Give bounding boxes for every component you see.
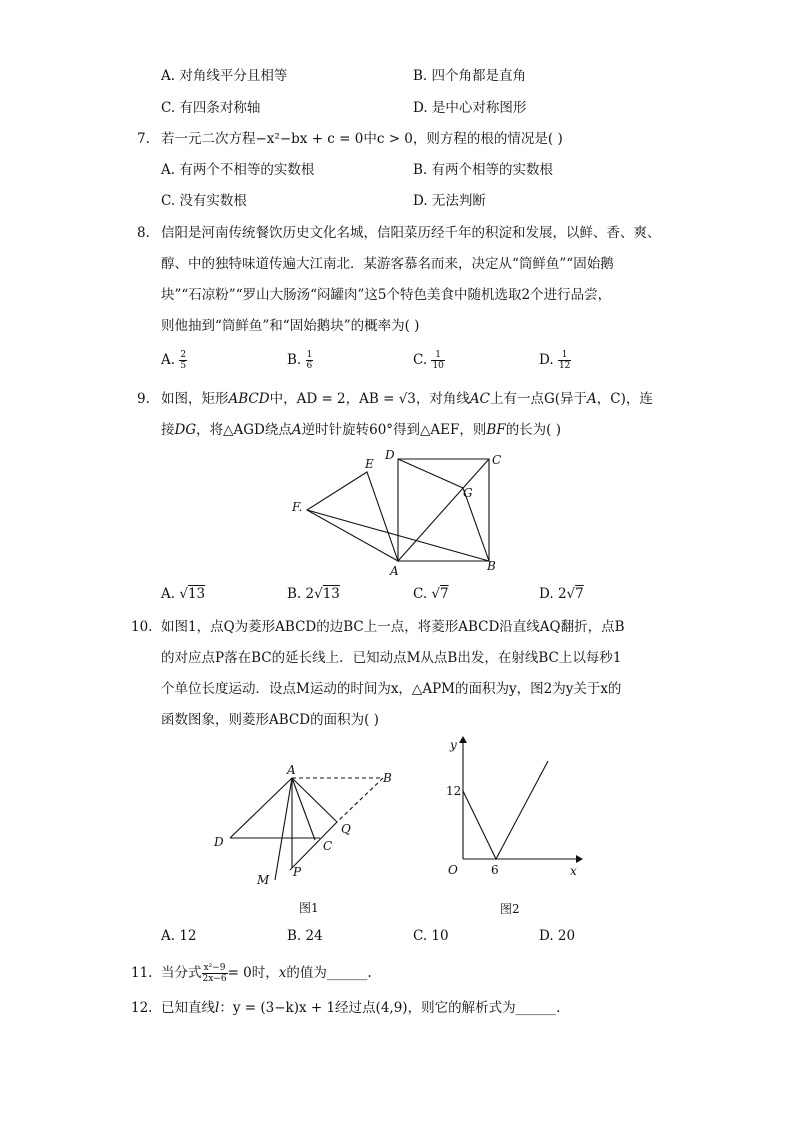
q10-option-b: B. 24 xyxy=(287,928,323,944)
q9-label-c: C xyxy=(492,453,502,467)
q10-fig1-label-p: P xyxy=(293,865,302,879)
q10-fig1-label-c: C xyxy=(323,839,333,853)
q9-label-e: E xyxy=(365,457,374,471)
q6-option-a: A. 对角线平分且相等 xyxy=(161,68,288,84)
q9-option-b: B. 2√13 xyxy=(287,586,340,602)
q9-option-d: D. 2√7 xyxy=(539,586,584,602)
q10-side-aq xyxy=(292,778,337,822)
q10-dashed-bq xyxy=(337,778,383,822)
q9-label-f: F. xyxy=(292,500,303,514)
q9-stem-line-1: 如图，矩形ABCD中，AD = 2，AB = √3，对角线AC上有一点G(异于A，C)，连 xyxy=(161,391,653,407)
q8-number: 8. xyxy=(137,225,150,241)
q6-option-b: B. 四个角都是直角 xyxy=(413,68,527,84)
q8-option-b: B. $\frac{1}{6}$ xyxy=(287,350,313,371)
q10-stem-line-4: 函数图象，则菱形ABCD的面积为( ) xyxy=(161,712,379,728)
q9-option-c: C. √7 xyxy=(413,586,449,602)
q10-fig2-label-o: O xyxy=(448,863,458,877)
q7-option-c: C. 没有实数根 xyxy=(161,193,247,209)
q9-number: 9. xyxy=(137,391,150,407)
q8-option-d: D. $\frac{1}{12}$ xyxy=(539,350,571,371)
q7-stem: 若一元二次方程−x²−bx + c = 0中c > 0，则方程的根的情况是( ) xyxy=(161,131,563,147)
q8-option-a: A. $\frac{2}{5}$ xyxy=(161,350,187,371)
q11-number: 11. xyxy=(131,965,153,981)
q7-option-b: B. 有两个相等的实数根 xyxy=(413,162,554,178)
q12-stem: 已知直线l：y = (3−k)x + 1经过点(4,9)，则它的解析式为______. xyxy=(161,1000,561,1016)
q10-figure-1 xyxy=(205,760,405,920)
q9-label-d: D xyxy=(385,448,395,462)
q8-stem-line-4: 则他抽到“筒鲜鱼”和“固始鹅块”的概率为( ) xyxy=(161,318,420,334)
q10-segment-aq xyxy=(292,778,315,840)
q10-fig1-label-a: A xyxy=(287,763,296,777)
q10-y-axis-arrow xyxy=(459,736,467,743)
q7-option-a: A. 有两个不相等的实数根 xyxy=(161,162,315,178)
q10-fig1-label-q: Q xyxy=(341,822,351,836)
q12-number: 12. xyxy=(131,1000,153,1016)
q10-fig1-label-d: D xyxy=(214,835,224,849)
q10-fig1-label-b: B xyxy=(383,771,392,785)
q6-option-d: D. 是中心对称图形 xyxy=(413,100,527,116)
q10-function-graph xyxy=(463,761,548,859)
q9-diagonal-ac xyxy=(398,459,489,561)
q10-stem-line-2: 的对应点P落在BC的延长线上．已知动点M从点B出发，在射线BC上以每秒1 xyxy=(161,650,622,666)
q9-label-a: A xyxy=(390,564,399,578)
q10-x-axis-arrow xyxy=(576,855,583,863)
q9-stem-line-2: 接DG，将△AGD绕点A逆时针旋转60°得到△AEF，则BF的长为( ) xyxy=(161,422,562,438)
q10-fig2-label-6: 6 xyxy=(491,863,499,877)
q10-stem-line-3: 个单位长度运动．设点M运动的时间为x，△APM的面积为y，图2为y关于x的 xyxy=(161,681,622,697)
q8-stem-line-3: 块”“石凉粉”“罗山大肠汤“闷罐肉”这5个特色美食中随机选取2个进行品尝， xyxy=(161,287,612,303)
q10-fig2-label-12: 12 xyxy=(446,784,462,798)
q10-side-ad xyxy=(230,778,292,838)
q10-fig1-caption: 图1 xyxy=(299,901,319,915)
q6-option-c: C. 有四条对称轴 xyxy=(161,100,261,116)
q7-number: 7. xyxy=(137,131,150,147)
q10-fig1-label-m: M xyxy=(257,873,270,887)
q11-stem: 当分式 $\frac{\text{x²−9}}{2x-6}$ = 0时，x的值为______. xyxy=(161,963,372,984)
q7-option-d: D. 无法判断 xyxy=(413,193,486,209)
q8-stem-line-1: 信阳是河南传统餐饮历史文化名城，信阳菜历经千年的积淀和发展，以鲜、香、爽、 xyxy=(161,225,661,241)
q10-fig2-label-x: x xyxy=(570,864,577,878)
q10-figure-2 xyxy=(428,735,588,920)
q10-number: 10. xyxy=(131,619,153,635)
q10-option-d: D. 20 xyxy=(539,928,576,944)
q10-segment-am xyxy=(275,778,292,880)
q10-option-a: A. 12 xyxy=(161,928,197,944)
q9-label-g: G xyxy=(463,486,473,500)
q10-fig2-caption: 图2 xyxy=(500,902,520,916)
q8-option-c: C. $\frac{1}{10}$ xyxy=(413,350,444,371)
q10-stem-line-1: 如图1，点Q为菱形ABCD的边BC上一点，将菱形ABCD沿直线AQ翻折，点B xyxy=(161,619,625,635)
q9-figure xyxy=(285,445,510,580)
q10-option-c: C. 10 xyxy=(413,928,449,944)
q8-stem-line-2: 醇、中的独特味道传遍大江南北．某游客慕名而来，决定从“筒鲜鱼”“固始鹅 xyxy=(161,256,614,272)
q10-fig2-label-y: y xyxy=(450,738,457,752)
q9-triangle-aef xyxy=(307,472,398,561)
q9-label-b: B xyxy=(487,559,496,573)
q9-option-a: A. √13 xyxy=(161,586,206,602)
q9-segment-dg xyxy=(398,459,463,488)
